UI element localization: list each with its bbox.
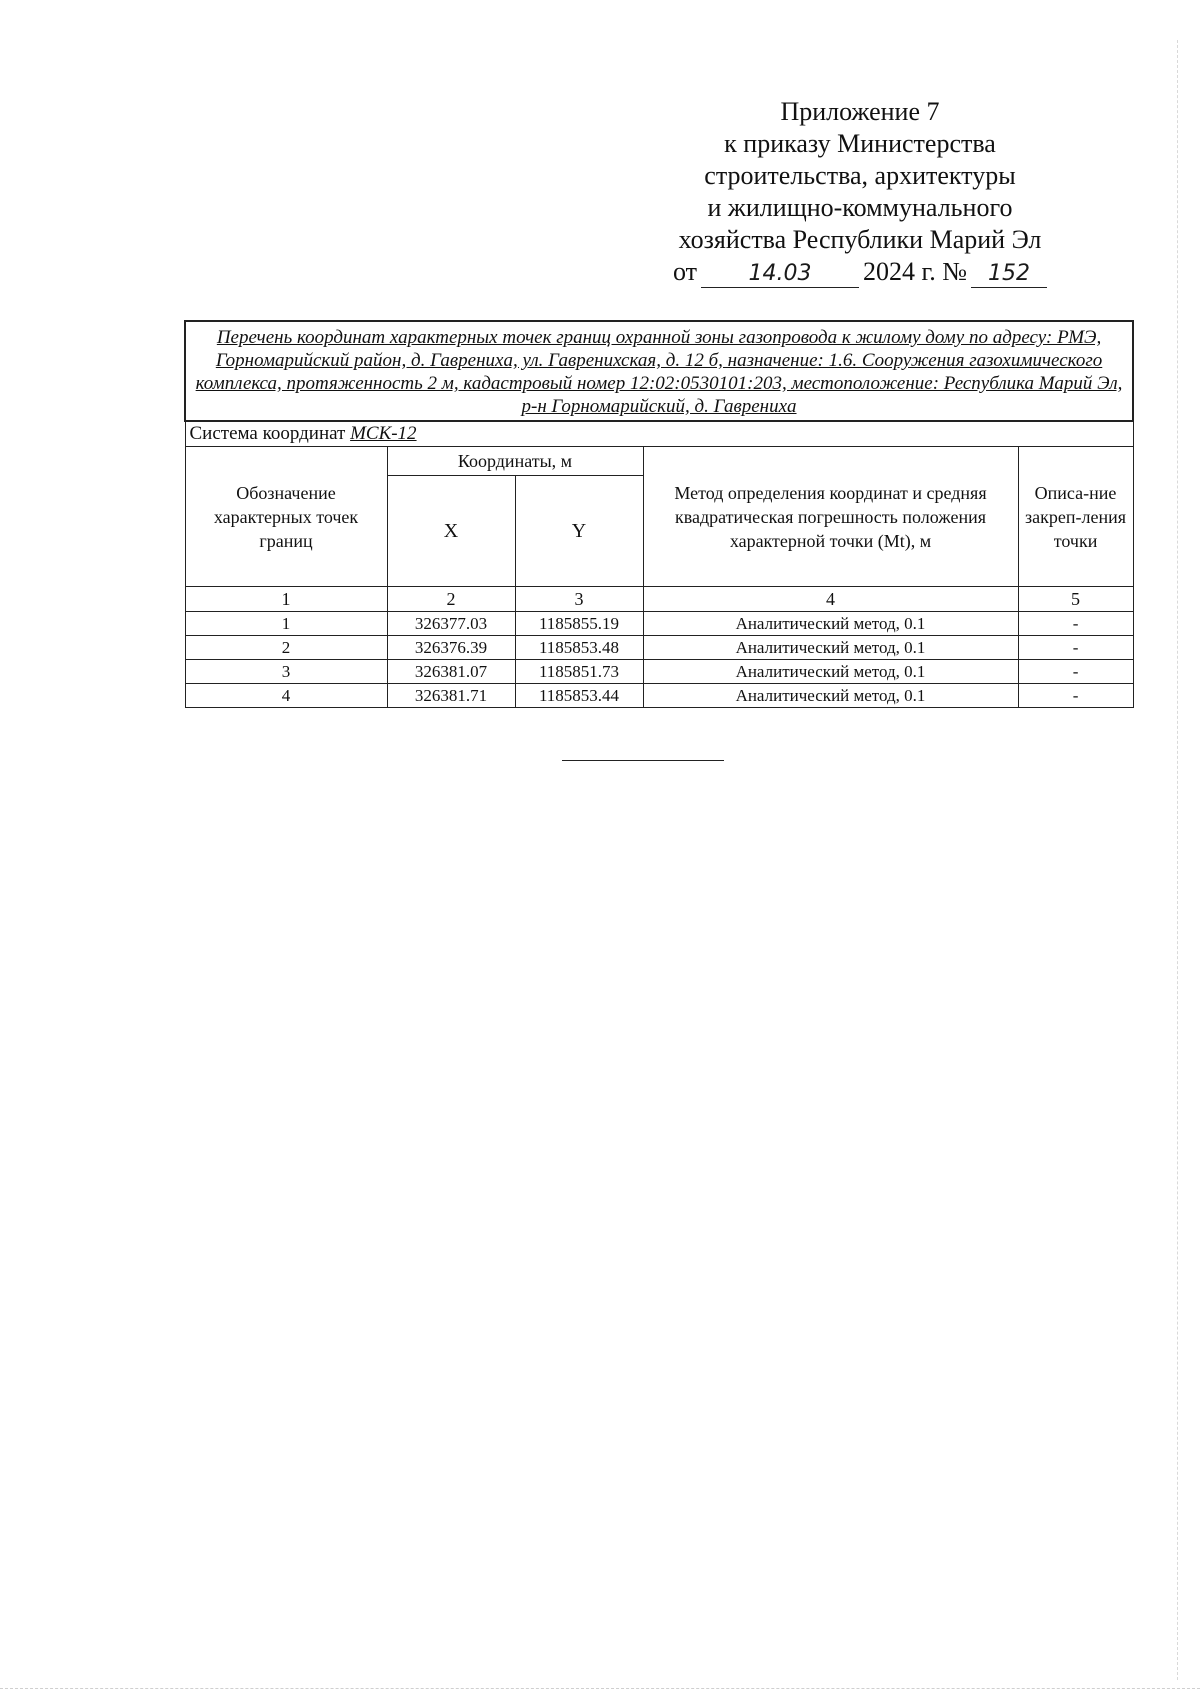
column-number: 4 [643, 587, 1018, 612]
table-row [185, 636, 1133, 660]
column-number: 3 [515, 587, 643, 612]
header-coordinates: Координаты, м [387, 447, 643, 476]
point-id: 1 [185, 612, 387, 636]
order-date-line [640, 256, 1080, 288]
handwritten-date: 14.03 [701, 261, 859, 288]
table-row [185, 684, 1133, 708]
scan-edge-line [1177, 40, 1178, 1680]
method: Аналитический метод, 0.1 [643, 612, 1018, 636]
coord-y: 1185851.73 [515, 660, 643, 684]
description: - [1018, 660, 1133, 684]
column-number: 5 [1018, 587, 1133, 612]
coordinate-system-row [185, 421, 1133, 447]
date-prefix: от [672, 257, 697, 286]
coordinates-table [184, 320, 1134, 708]
coord-y: 1185853.48 [515, 636, 643, 660]
coord-x: 326381.71 [387, 684, 515, 708]
header-y: Y [515, 476, 643, 587]
header-line: и жилищно-коммунального [707, 193, 1013, 222]
table-row [185, 612, 1133, 636]
coord-y: 1185855.19 [515, 612, 643, 636]
column-number: 2 [387, 587, 515, 612]
method: Аналитический метод, 0.1 [643, 684, 1018, 708]
description: - [1018, 684, 1133, 708]
coordinate-system-value: МСК-12 [350, 423, 417, 444]
scan-bottom-line [0, 1688, 1200, 1689]
coord-y: 1185853.44 [515, 684, 643, 708]
column-number: 1 [185, 587, 387, 612]
header-line: к приказу Министерства [724, 129, 996, 158]
header-x: X [387, 476, 515, 587]
year-text: 2024 г. № [862, 257, 968, 286]
handwritten-order-number: 152 [971, 261, 1047, 288]
description: - [1018, 612, 1133, 636]
coord-x: 326377.03 [387, 612, 515, 636]
table-title: Перечень координат характерных точек границ охранной зоны газопровода к жилому дому по адресу: РМЭ, Горномарийский район, д. Гавренихa, ул. Гавренихская, д. 12 б, назначение: 1.6. Сооружения газохимического комплекса, протяженность 2 м, кадастровый номер 12:02:0530101:203, местоположение: Республика Марий Эл, р-н Горномарийский, д. Гавренихa [185, 321, 1133, 421]
method: Аналитический метод, 0.1 [643, 660, 1018, 684]
point-id: 2 [185, 636, 387, 660]
header-method: Метод определения координат и средняя квадратическая погрешность положения характерной точки (Mt), м [643, 447, 1018, 587]
header-designation: Обозначение характерных точек границ [185, 447, 387, 587]
description: - [1018, 636, 1133, 660]
header-line: хозяйства Республики Марий Эл [678, 225, 1042, 254]
coord-x: 326381.07 [387, 660, 515, 684]
point-id: 3 [185, 660, 387, 684]
column-number-row [185, 587, 1133, 612]
method: Аналитический метод, 0.1 [643, 636, 1018, 660]
header-line: строительства, архитектуры [704, 161, 1016, 190]
header-line: Приложение 7 [780, 97, 940, 126]
appendix-header [640, 96, 1080, 288]
table-row [185, 660, 1133, 684]
header-description: Описа-ние закреп-ления точки [1018, 447, 1133, 587]
end-divider [562, 760, 724, 761]
coord-x: 326376.39 [387, 636, 515, 660]
point-id: 4 [185, 684, 387, 708]
coordinate-system-label: Система координат [189, 423, 346, 444]
